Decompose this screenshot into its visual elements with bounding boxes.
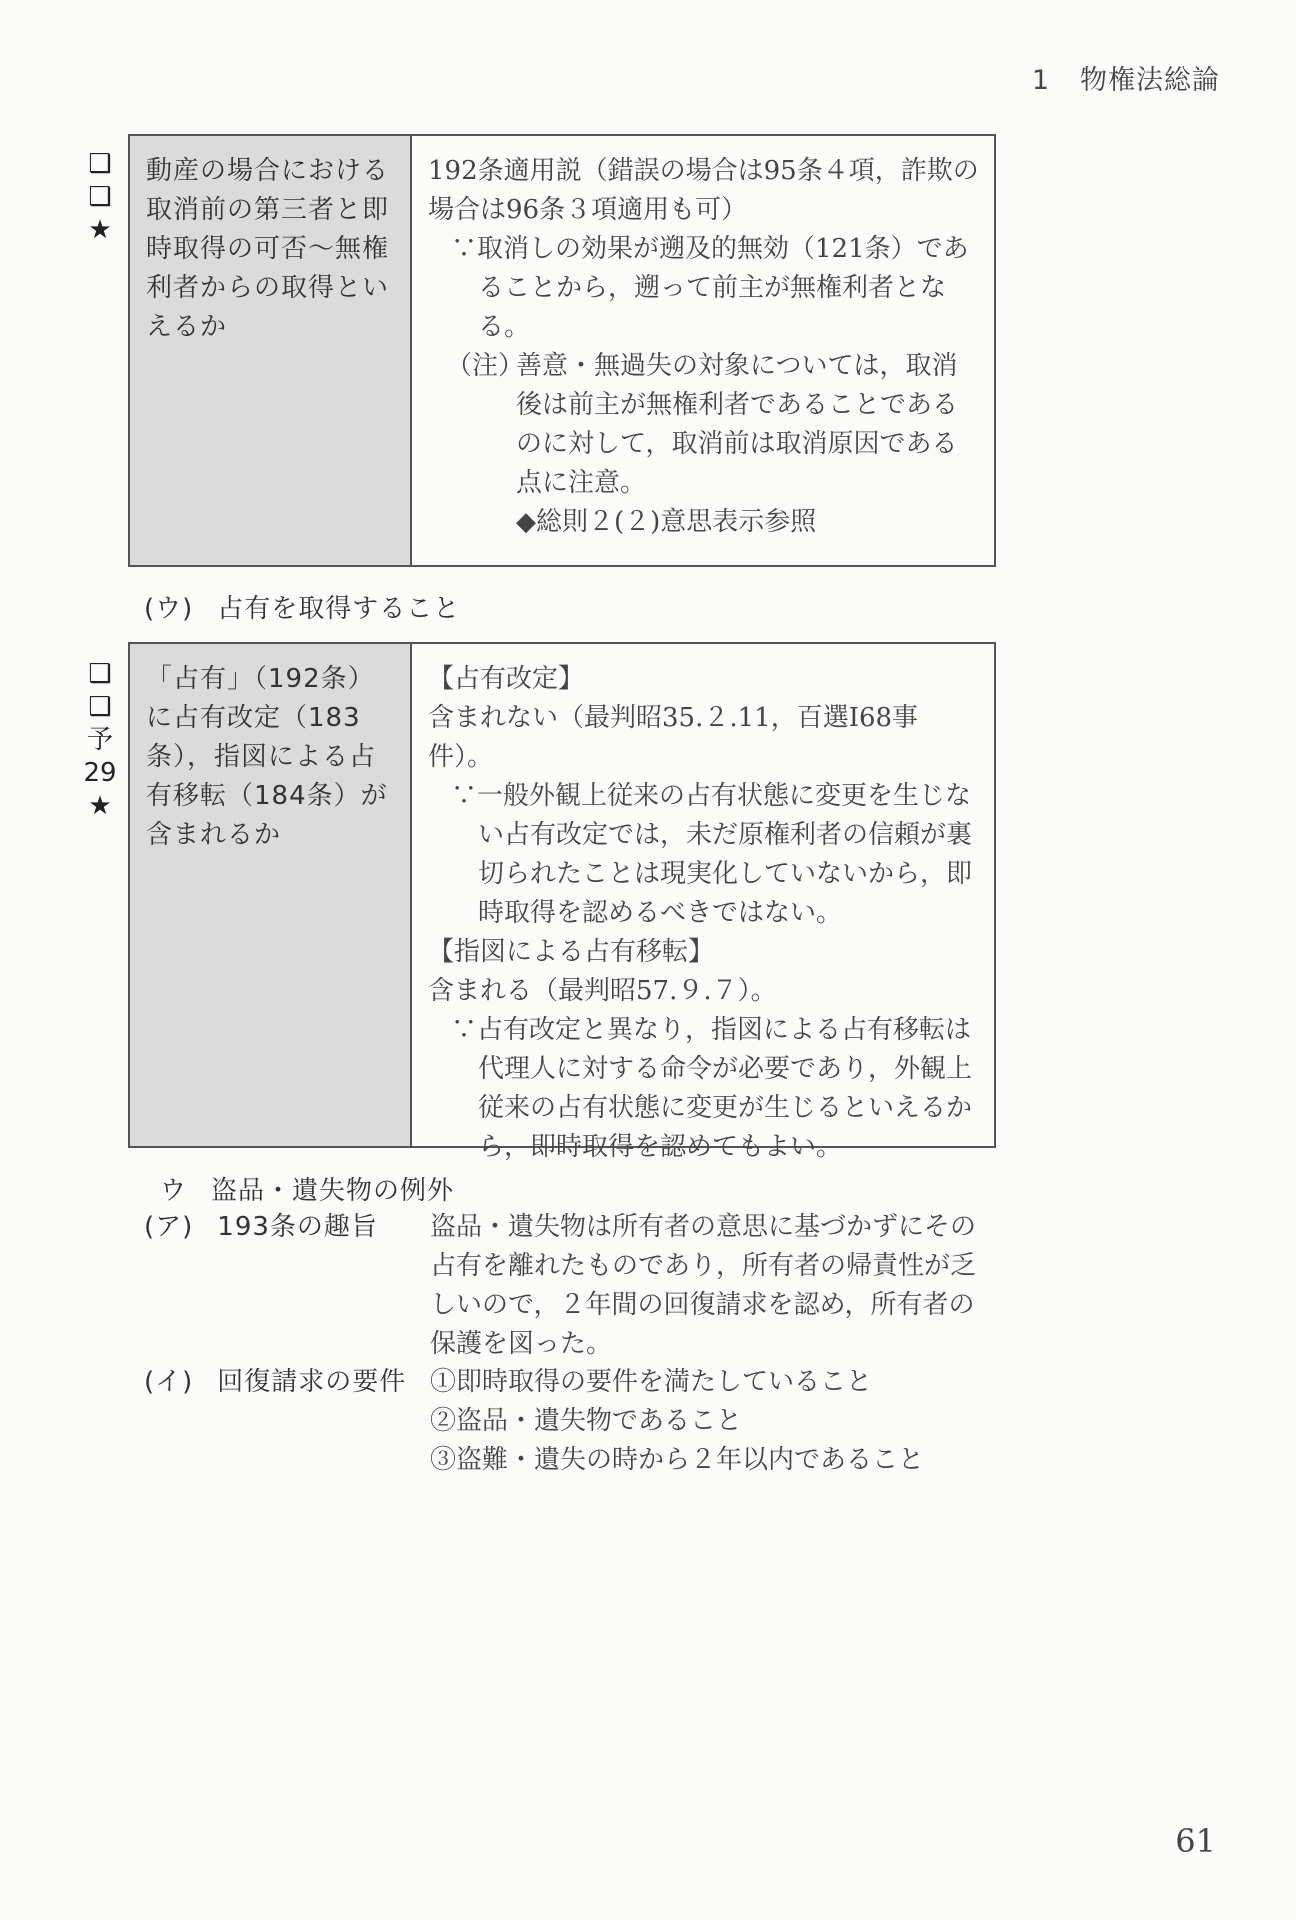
note-tag: （注） [446, 351, 525, 381]
section-title: 盗品・遺失物の例外 [211, 1176, 455, 1206]
subsection-heading [144, 588, 460, 625]
item-a-title [144, 1208, 430, 1364]
item-a-heading: 193条の趣旨 [217, 1212, 378, 1242]
checkbox-icon[interactable]: ❑ [88, 182, 112, 212]
item-i [144, 1363, 984, 1480]
item-a [144, 1208, 984, 1364]
sub2-reason: ∵占有改定と異なり，指図による占有移転は代理人に対する命令が必要であり，外観上従来の占有状態に変更が生じるといえるから，即時取得を認めてもよい。 [451, 1015, 973, 1162]
exam-year-number: 29 [83, 758, 117, 788]
section-label: ウ [160, 1176, 188, 1206]
section-heading [160, 1170, 454, 1207]
item-i-label: (イ) [144, 1367, 194, 1397]
answer-cell [412, 644, 994, 1162]
requirement-item: ③盗難・遺失の時から２年以内であること [430, 1445, 925, 1475]
sub1-title: 【占有改定】 [428, 664, 585, 694]
requirement-item: ①即時取得の要件を満たしていること [430, 1367, 873, 1397]
note-reference: ◆総則２(２)意思表示参照 [516, 507, 817, 537]
question-cell: 「占有」（192条）に占有改定（183条），指図による占有移転（184条）が含まれるか [130, 644, 412, 1146]
chapter-number: 1 [1031, 65, 1050, 96]
exam-year-mark: 予 [86, 725, 113, 755]
question-cell: 動産の場合における取消前の第三者と即時取得の可否〜無権利者からの取得といえるか [130, 136, 412, 565]
subsection-label: (ウ) [144, 594, 194, 624]
item-a-body: 盗品・遺失物は所有者の意思に基づかずにその占有を離れたものであり，所有者の帰責性が乏しいので，２年間の回復請求を認め，所有者の保護を図った。 [430, 1212, 977, 1359]
running-header [1032, 58, 1220, 97]
subsection-title: 占有を取得すること [217, 594, 461, 624]
star-icon: ★ [88, 215, 112, 245]
requirement-list [430, 1363, 984, 1480]
item-a-label: (ア) [144, 1212, 194, 1242]
item-i-title [144, 1363, 430, 1480]
qa-table-2 [128, 642, 996, 1162]
answer-cell [412, 136, 994, 565]
note-body [516, 347, 980, 542]
check-marks-2 [82, 658, 118, 823]
checkbox-icon[interactable]: ❑ [88, 659, 112, 689]
check-marks-1 [82, 148, 118, 247]
answer-reason: ∵取消しの効果が遡及的無効（121条）であることから，遡って前主が無権利者となる。 [451, 234, 969, 342]
requirement-item: ②盗品・遺失物であること [430, 1406, 743, 1436]
sub2-title: 【指図による占有移転】 [428, 937, 715, 967]
sub1-reason: ∵一般外観上従来の占有状態に変更を生じない占有改定では，未だ原権利者の信頼が裏切られたことは現実化していないから，即時取得を認めるべきではない。 [451, 781, 973, 928]
checkbox-icon[interactable]: ❑ [88, 692, 112, 722]
qa-table-1 [128, 134, 996, 567]
sub2-main: 含まれる（最判昭57.９.７）。 [428, 976, 777, 1006]
star-icon: ★ [88, 791, 112, 821]
checkbox-icon[interactable]: ❑ [88, 149, 112, 179]
note-text: 善意・無過失の対象については，取消後は前主が無権利者であることであるのに対して，取消前は取消原因である点に注意。 [516, 351, 959, 498]
page-number: 61 [1175, 1822, 1216, 1860]
chapter-title: 物権法総論 [1080, 65, 1220, 96]
sub1-main: 含まれない（最判昭35.２.11，百選Ⅰ68事件）。 [428, 703, 919, 772]
item-i-heading: 回復請求の要件 [217, 1367, 407, 1397]
answer-main: 192条適用説（錯誤の場合は95条４項，詐欺の場合は96条３項適用も可） [428, 156, 979, 225]
note [428, 347, 980, 542]
